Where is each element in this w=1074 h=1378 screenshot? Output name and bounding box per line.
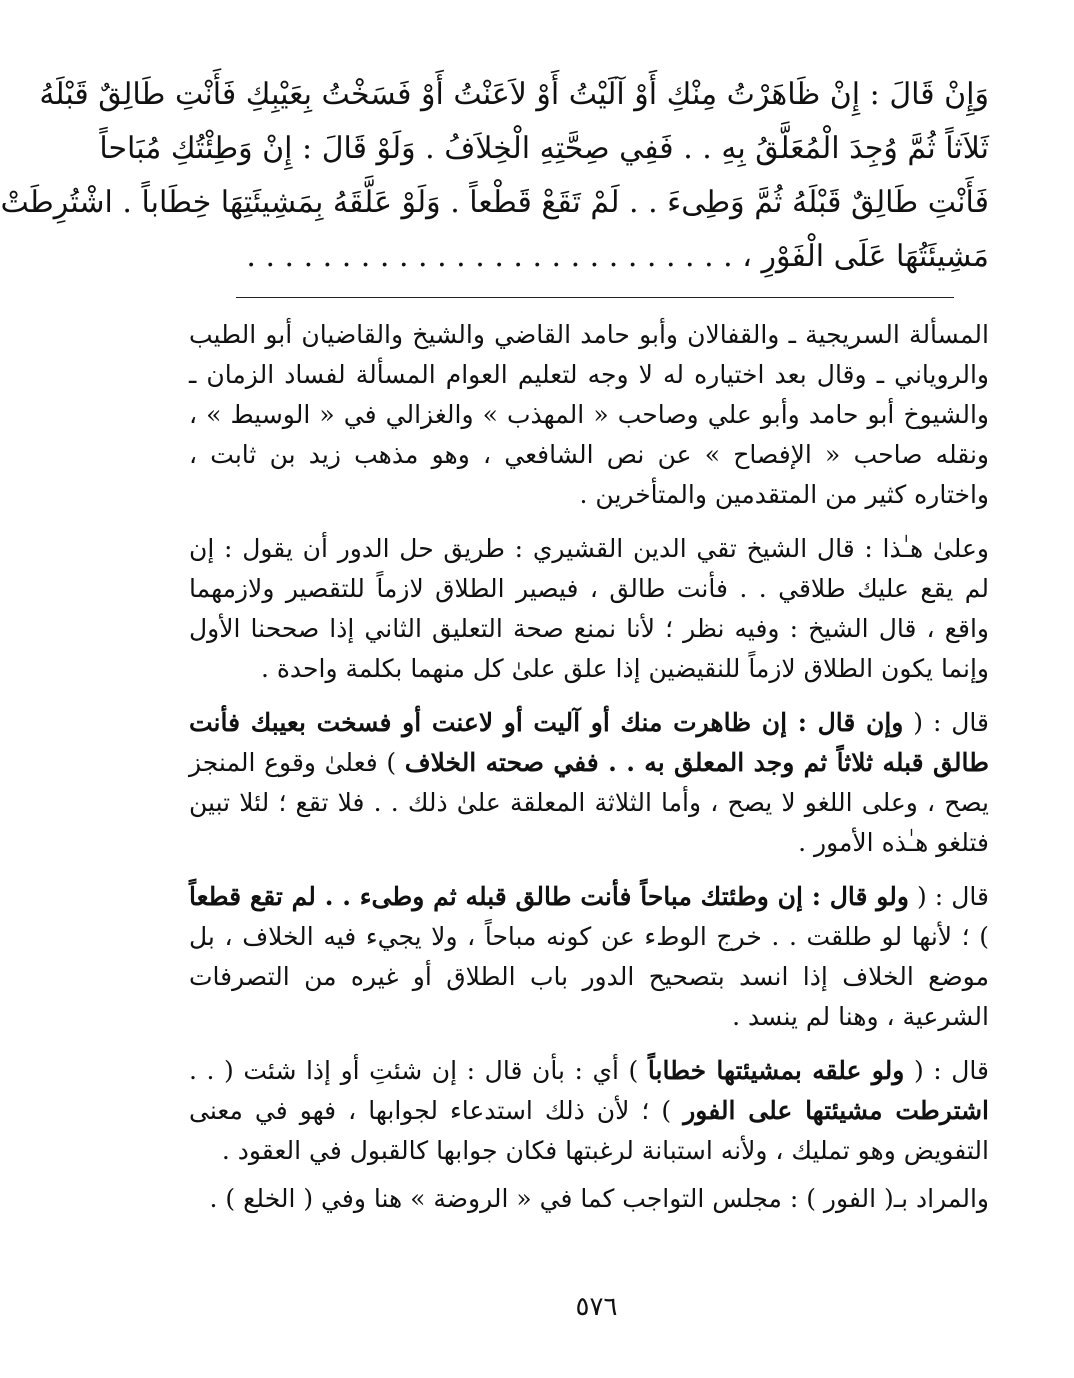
quoted-matn-2: اشترطت مشيئتها على الفور <box>683 1096 990 1125</box>
quote-lead: قال : ( <box>903 708 989 737</box>
quote-lead: قال : ( <box>908 882 989 911</box>
commentary-text <box>189 315 989 1233</box>
commentary-paragraph-2: وعلىٰ هـٰذا : قال الشيخ تقي الدين القشيري : طريق حل الدور أن يقول : إن لم يقع عليك طلاقي . . فأنت طالق ، فيصير الطلاق لازماً للتقصير ولازمهما واقع ، قال الشيخ : وفيه نظر ؛ لأنا نمنع صحة التعليق الثاني إذا صححنا الأول وإنما يكون الطلاق لازماً للنقيضين إذا علق علىٰ كل منهما بكلمة واحدة . <box>189 534 989 683</box>
explanation-2: ) ؛ لأن ذلك استدعاء لجوابها ، فهو في معنى التفويض وهو تمليك ، ولأنه استبانة لرغبتها فكان جوابها كالقبول في العقود . <box>189 1096 989 1165</box>
commentary-paragraph-6: والمراد بـ( الفور ) : مجلس التواجب كما في « الروضة » هنا وفي ( الخلع ) . <box>209 1184 989 1213</box>
commentary-paragraph-4 <box>189 877 989 1037</box>
separator-rule <box>236 297 954 298</box>
page-number: ٥٧٦ <box>575 1292 618 1322</box>
quoted-matn: ولو قال : إن وطئتك مباحاً فأنت طالق قبله ثم وطىء . . لم تقع قطعاً <box>189 882 909 911</box>
explanation: ) ؛ لأنها لو طلقت . . خرج الوطء عن كونه مباحاً ، ولا يجيء فيه الخلاف ، بل موضع الخلاف إذا انسد بتصحيح الدور باب الطلاق أو غيره من التصرفات الشرعية ، وهنا لم ينسد . <box>189 922 989 1031</box>
matn-continuation-dots: . . . . . . . . . . . . . . . . . . . . . . . . . . <box>246 239 733 274</box>
quoted-matn: وإن قال : إن ظاهرت منك أو آليت أو لاعنت أو فسخت بعيبك فأنت طالق قبله ثلاثاً ثم وجد المعلق به . . ففي صحته الخلاف <box>189 708 989 777</box>
matn-line-4 <box>189 230 989 284</box>
quoted-matn: ولو علقه بمشيئتها خطاباً <box>647 1056 905 1085</box>
matn-line-1: وَإِنْ قَالَ : إِنْ ظَاهَرْتُ مِنْكِ أَوْ آلَيْتُ أَوْ لاَعَنْتُ أَوْ فَسَخْتُ بِعَيْبِكِ فَأَنْتِ طَالِقٌ قَبْلَهُ <box>39 77 989 112</box>
matn-line-2: ثَلاَثاً ثُمَّ وُجِدَ الْمُعَلَّقُ بِهِ . . فَفِي صِحَّتِهِ الْخِلاَفُ . وَلَوْ قَالَ : إِنْ وَطِئْتُكِ مُبَاحاً <box>99 131 989 166</box>
commentary-paragraph-1: المسألة السريجية ـ والقفالان وأبو حامد القاضي والشيخ والقاضيان أبو الطيب والروياني ـ وقال بعد اختياره له لا وجه لتعليم العوام المسألة لفساد الزمان ـ والشيوخ أبو حامد وأبو علي وصاحب « المهذب » والغزالي في « الوسيط » ، ونقله صاحب « الإفصاح » عن نص الشافعي ، وهو مذهب زيد بن ثابت ، واختاره كثير من المتقدمين والمتأخرين . <box>189 320 989 509</box>
commentary-paragraph-3 <box>189 703 989 863</box>
quote-lead: قال : ( <box>904 1056 990 1085</box>
explanation: ) فعلىٰ وقوع المنجز يصح ، وعلى اللغو لا يصح ، وأما الثلاثة المعلقة علىٰ ذلك . . فلا تقع ؛ لئلا تبين فتلغو هـٰذه الأمور . <box>189 748 989 857</box>
matn-line-4-text: مَشِيئَتُهَا عَلَى الْفَوْرِ ، <box>742 239 989 274</box>
matn-line-3: فَأَنْتِ طَالِقٌ قَبْلَهُ ثُمَّ وَطِىءَ . . لَمْ تَقَعْ قَطْعاً . وَلَوْ عَلَّقَهُ بِمَشِيئَتِهَا خِطَاباً . اشْتُرِطَتْ <box>0 185 989 220</box>
commentary-paragraph-5 <box>189 1051 989 1171</box>
explanation: ) أي : بأن قال : إن شئتِ أو إذا شئت ( . . <box>189 1056 648 1085</box>
matn-text <box>0 68 989 284</box>
